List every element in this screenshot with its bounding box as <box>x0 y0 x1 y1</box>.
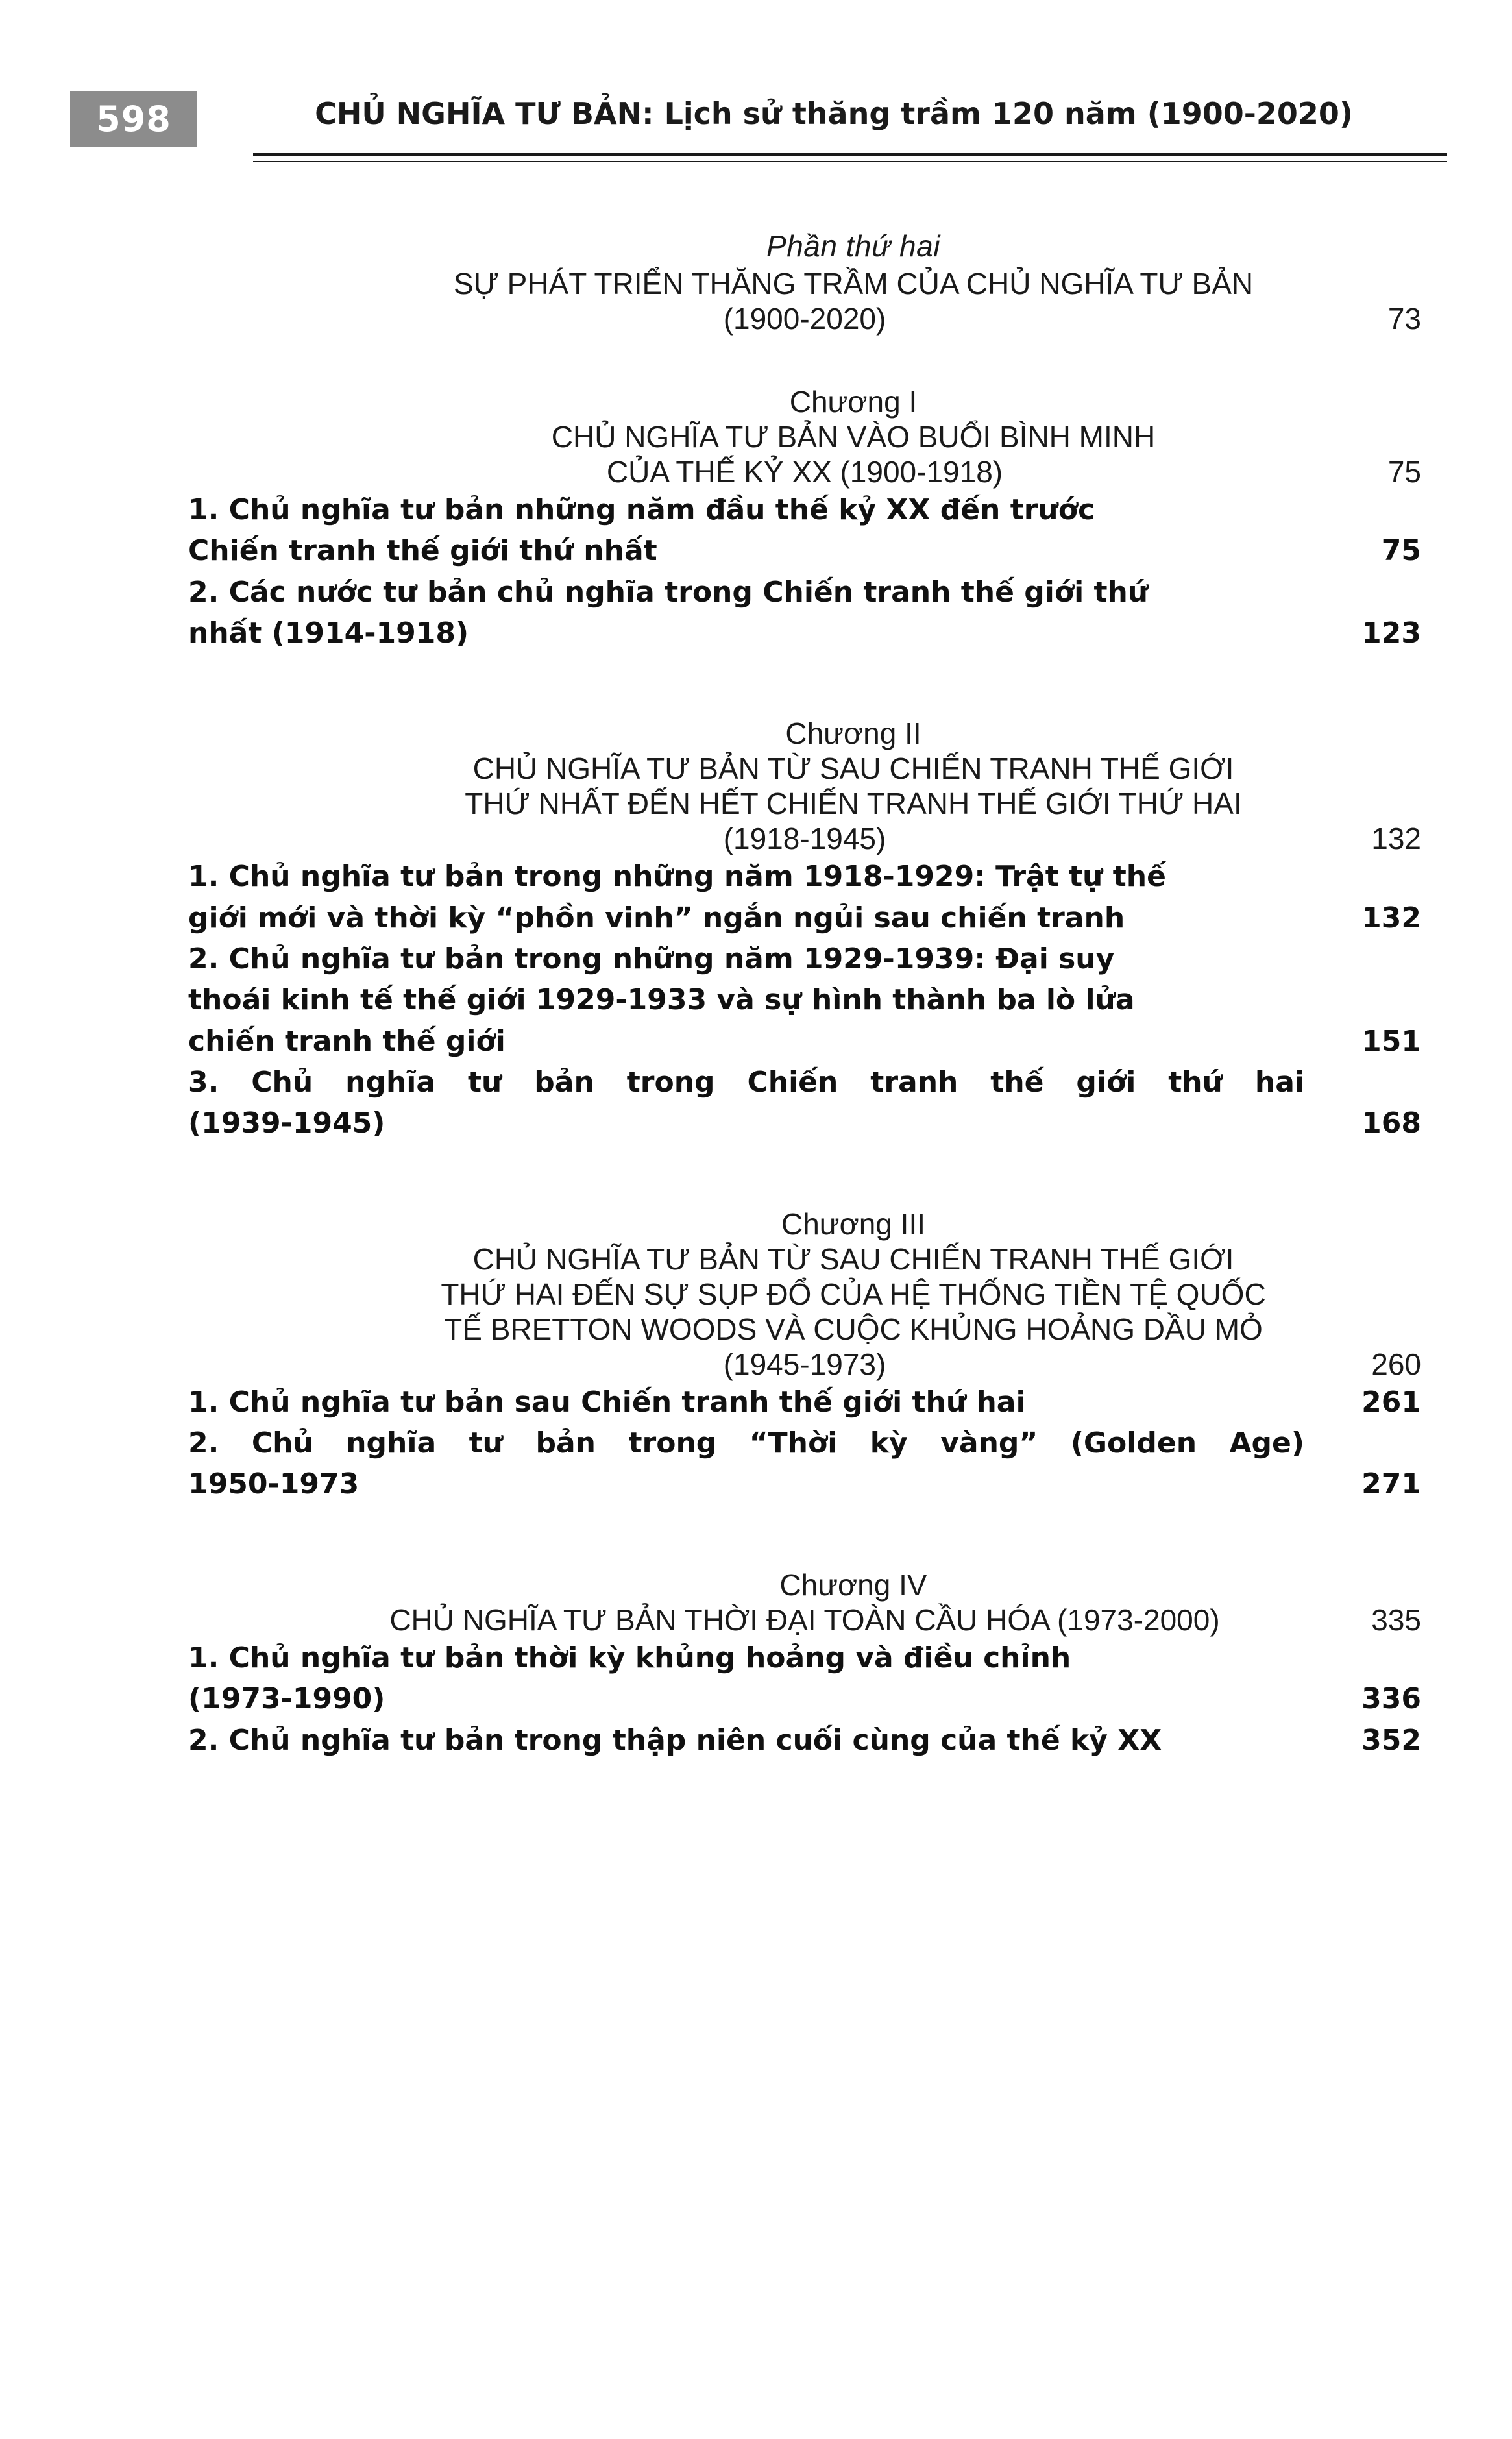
entry-line <box>188 938 1421 979</box>
header-divider-thick <box>253 153 1447 156</box>
chapter-1-title-row-1 <box>188 419 1421 454</box>
entry-text: 2. Chủ nghĩa tư bản trong “Thời kỳ vàng” (Golden Age) <box>188 1427 1304 1460</box>
page-number: 598 <box>96 98 171 140</box>
toc-chapter-4 <box>188 1567 1421 1761</box>
chapter-1-title-row-2 <box>188 454 1421 489</box>
chapter-2-entry-3 <box>188 1062 1421 1144</box>
entry-page: 261 <box>1361 1385 1421 1419</box>
chapter-4-entry-2 <box>188 1720 1421 1761</box>
entry-page: 352 <box>1361 1723 1421 1757</box>
entry-text: thoái kinh tế thế giới 1929-1933 và sự hình thành ba lò lửa <box>188 983 1135 1017</box>
chapter-2-title-row-1 <box>188 751 1421 786</box>
chapter-1-entry-1 <box>188 489 1421 572</box>
chapter-2-title-line-1: CHỦ NGHĨA TƯ BẢN TỪ SAU CHIẾN TRANH THẾ GIỚI <box>472 752 1234 786</box>
entry-text: nhất (1914-1918) <box>188 616 469 650</box>
entry-line <box>188 1637 1421 1678</box>
running-title: CHỦ NGHĨA TƯ BẢN: Lịch sử thăng trầm 120 năm (1900-2020) <box>315 96 1353 131</box>
entry-text: 2. Các nước tư bản chủ nghĩa trong Chiến tranh thế giới thứ <box>188 575 1149 609</box>
part-label: Phần thứ hai <box>766 229 940 263</box>
entry-text: 1. Chủ nghĩa tư bản trong những năm 1918-1929: Trật tự thế <box>188 860 1166 894</box>
entry-line <box>188 856 1421 897</box>
chapter-3-title-line-3: TẾ BRETTON WOODS VÀ CUỘC KHỦNG HOẢNG DẦU MỎ <box>444 1312 1263 1346</box>
entry-page: 336 <box>1361 1682 1421 1716</box>
entry-line <box>188 489 1421 530</box>
chapter-3-page-number: 260 <box>1371 1347 1421 1381</box>
chapter-3-number: Chương III <box>781 1207 926 1241</box>
entry-line <box>188 1423 1421 1464</box>
chapter-1-page-number: 75 <box>1387 454 1421 489</box>
header-divider-thin <box>253 161 1447 162</box>
page-number-badge <box>70 91 197 147</box>
toc-part <box>188 227 1421 336</box>
chapter-2-entry-1 <box>188 856 1421 938</box>
entry-line <box>188 613 1421 654</box>
chapter-2-title-line-2: THỨ NHẤT ĐẾN HẾT CHIẾN TRANH THẾ GIỚI THỨ HAI <box>465 787 1242 821</box>
toc-chapter-1 <box>188 384 1421 654</box>
entry-text: (1939-1945) <box>188 1107 385 1140</box>
chapter-1-entry-2 <box>188 572 1421 654</box>
chapter-2-page-number: 132 <box>1371 822 1421 856</box>
chapter-2-title-row-2 <box>188 786 1421 821</box>
entry-page: 168 <box>1361 1107 1421 1140</box>
entry-page: 271 <box>1361 1467 1421 1501</box>
entry-text: 1. Chủ nghĩa tư bản thời kỳ khủng hoảng và điều chỉnh <box>188 1641 1071 1674</box>
toc-chapter-3 <box>188 1207 1421 1505</box>
entry-page: 132 <box>1361 901 1421 935</box>
entry-page: 151 <box>1361 1024 1421 1058</box>
chapter-4-title-line-1: CHỦ NGHĨA TƯ BẢN THỜI ĐẠI TOÀN CẦU HÓA (1973-2000) <box>389 1602 1220 1637</box>
toc-chapter-2 <box>188 716 1421 1144</box>
chapter-3-entry-1 <box>188 1382 1421 1423</box>
entry-line <box>188 979 1421 1020</box>
entry-text: 3. Chủ nghĩa tư bản trong Chiến tranh thế giới thứ hai <box>188 1066 1304 1099</box>
chapter-2-number: Chương II <box>785 717 921 751</box>
entry-line <box>188 1103 1421 1144</box>
chapter-2-title-line-3: (1918-1945) <box>723 822 886 856</box>
part-title-line-1: SỰ PHÁT TRIỂN THĂNG TRẦM CỦA CHỦ NGHĨA TƯ BẢN <box>453 266 1254 300</box>
entry-text: Chiến tranh thế giới thứ nhất <box>188 534 657 568</box>
entry-text: giới mới và thời kỳ “phồn vinh” ngắn ngủi sau chiến tranh <box>188 901 1125 935</box>
chapter-2-number-row <box>188 716 1421 751</box>
entry-page: 123 <box>1361 616 1421 650</box>
entry-text: 2. Chủ nghĩa tư bản trong thập niên cuối cùng của thế kỷ XX <box>188 1723 1162 1757</box>
entry-text: chiến tranh thế giới <box>188 1024 506 1058</box>
entry-line <box>188 530 1421 571</box>
entry-line <box>188 1062 1421 1103</box>
chapter-4-number-row <box>188 1567 1421 1602</box>
entry-text: 2. Chủ nghĩa tư bản trong những năm 1929-1939: Đại suy <box>188 942 1115 975</box>
entry-line <box>188 1464 1421 1504</box>
entry-text: (1973-1990) <box>188 1682 385 1716</box>
entry-text: 1. Chủ nghĩa tư bản những năm đầu thế kỷ XX đến trước <box>188 493 1095 526</box>
part-page-number: 73 <box>1387 301 1421 336</box>
chapter-3-title-line-4: (1945-1973) <box>723 1347 886 1381</box>
entry-line <box>188 572 1421 613</box>
entry-line <box>188 1382 1421 1423</box>
chapter-3-title-row-4 <box>188 1347 1421 1382</box>
chapter-3-number-row <box>188 1207 1421 1242</box>
table-of-contents <box>188 227 1421 1761</box>
part-title-row-1 <box>188 266 1421 301</box>
entry-line <box>188 898 1421 938</box>
entry-line <box>188 1720 1421 1761</box>
chapter-2-title-row-3 <box>188 821 1421 856</box>
chapter-3-title-row-1 <box>188 1242 1421 1277</box>
entry-page: 75 <box>1381 534 1421 568</box>
chapter-3-title-line-1: CHỦ NGHĨA TƯ BẢN TỪ SAU CHIẾN TRANH THẾ GIỚI <box>472 1242 1234 1276</box>
chapter-2-entry-2 <box>188 938 1421 1062</box>
entry-text: 1950-1973 <box>188 1467 360 1501</box>
chapter-1-number: Chương I <box>789 384 918 419</box>
entry-text: 1. Chủ nghĩa tư bản sau Chiến tranh thế giới thứ hai <box>188 1385 1026 1419</box>
entry-line <box>188 1021 1421 1062</box>
chapter-3-entry-2 <box>188 1423 1421 1505</box>
chapter-3-title-line-2: THỨ HAI ĐẾN SỰ SỤP ĐỔ CỦA HỆ THỐNG TIỀN TỆ QUỐC <box>441 1277 1266 1311</box>
chapter-4-entry-1 <box>188 1637 1421 1720</box>
part-title-line-2: (1900-2020) <box>723 301 886 336</box>
chapter-4-page-number: 335 <box>1371 1602 1421 1637</box>
chapter-4-number: Chương IV <box>779 1567 927 1602</box>
page-header <box>65 77 1447 154</box>
chapter-1-number-row <box>188 384 1421 419</box>
part-label-row <box>188 227 1421 266</box>
part-title-row-2 <box>188 301 1421 336</box>
entry-line <box>188 1678 1421 1719</box>
chapter-1-title-line-2: CỦA THẾ KỶ XX (1900-1918) <box>606 454 1003 489</box>
chapter-3-title-row-2 <box>188 1277 1421 1312</box>
chapter-4-title-row-1 <box>188 1602 1421 1637</box>
chapter-1-title-line-1: CHỦ NGHĨA TƯ BẢN VÀO BUỔI BÌNH MINH <box>551 419 1156 454</box>
chapter-3-title-row-3 <box>188 1312 1421 1347</box>
